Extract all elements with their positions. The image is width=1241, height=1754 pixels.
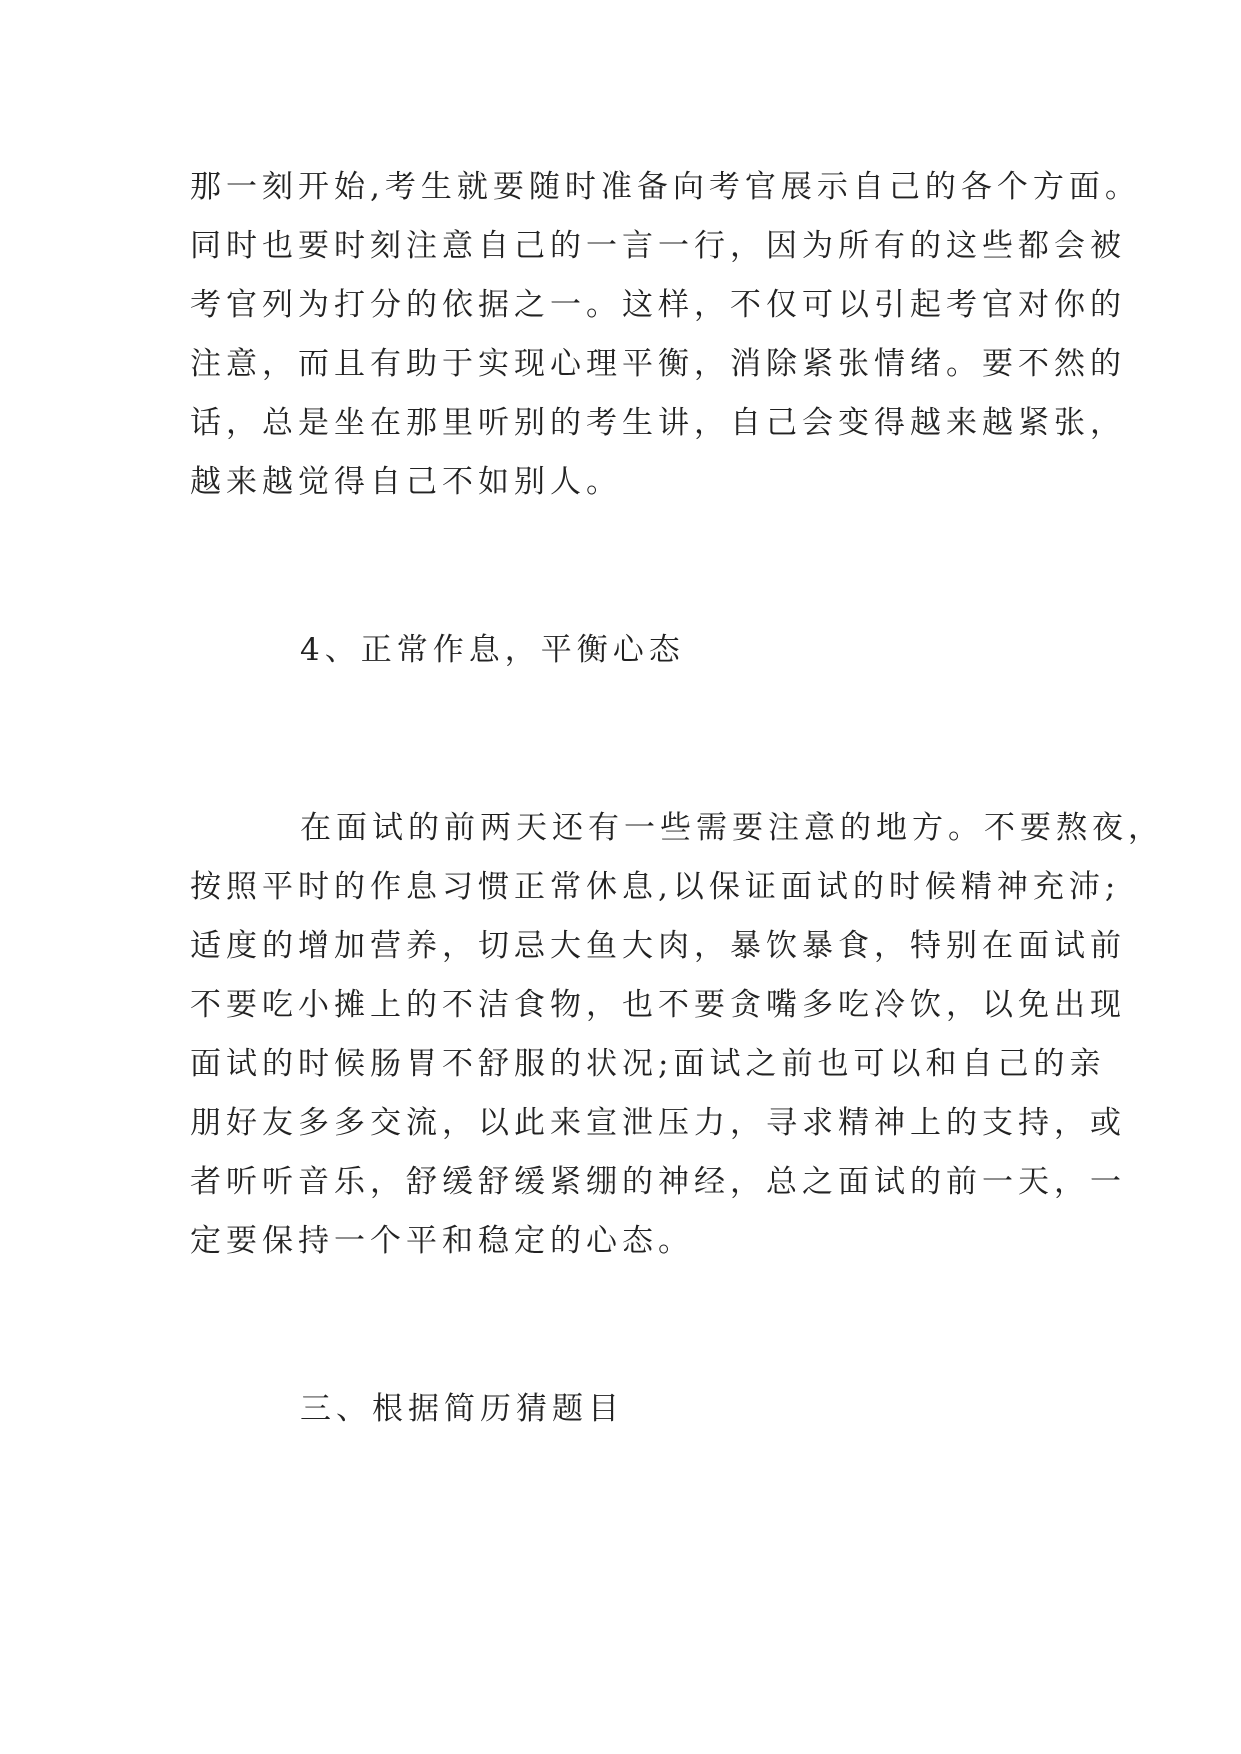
paragraph-1-line: 同时也要时刻注意自己的一言一行，因为所有的这些都会被 bbox=[190, 228, 1126, 264]
paragraph-2-line: 按照平时的作息习惯正常休息,以保证面试的时候精神充沛; bbox=[190, 869, 1121, 905]
paragraph-2-line: 适度的增加营养，切忌大鱼大肉，暴饮暴食，特别在面试前 bbox=[190, 928, 1126, 964]
paragraph-2-line: 在面试的前两天还有一些需要注意的地方。不要熬夜， bbox=[300, 810, 1164, 846]
paragraph-1-line: 越来越觉得自己不如别人。 bbox=[190, 464, 622, 500]
paragraph-2-line: 朋好友多多交流，以此来宣泄压力，寻求精神上的支持，或 bbox=[190, 1105, 1126, 1141]
section-heading: 4、正常作息，平衡心态 bbox=[300, 632, 685, 668]
paragraph-1-line: 话，总是坐在那里听别的考生讲，自己会变得越来越紧张， bbox=[190, 405, 1126, 441]
paragraph-2-line: 面试的时候肠胃不舒服的状况;面试之前也可以和自己的亲 bbox=[190, 1046, 1106, 1082]
paragraph-2-line: 者听听音乐，舒缓舒缓紧绷的神经，总之面试的前一天，一 bbox=[190, 1164, 1126, 1200]
paragraph-1-line: 考官列为打分的依据之一。这样，不仅可以引起考官对你的 bbox=[190, 287, 1126, 323]
paragraph-1-line: 注意，而且有助于实现心理平衡，消除紧张情绪。要不然的 bbox=[190, 346, 1126, 382]
section-heading: 三、根据简历猜题目 bbox=[300, 1391, 624, 1427]
paragraph-2-line: 不要吃小摊上的不洁食物，也不要贪嘴多吃冷饮，以免出现 bbox=[190, 987, 1126, 1023]
paragraph-2-line: 定要保持一个平和稳定的心态。 bbox=[190, 1223, 694, 1259]
paragraph-1-line: 那一刻开始,考生就要随时准备向考官展示自己的各个方面。 bbox=[190, 169, 1141, 205]
